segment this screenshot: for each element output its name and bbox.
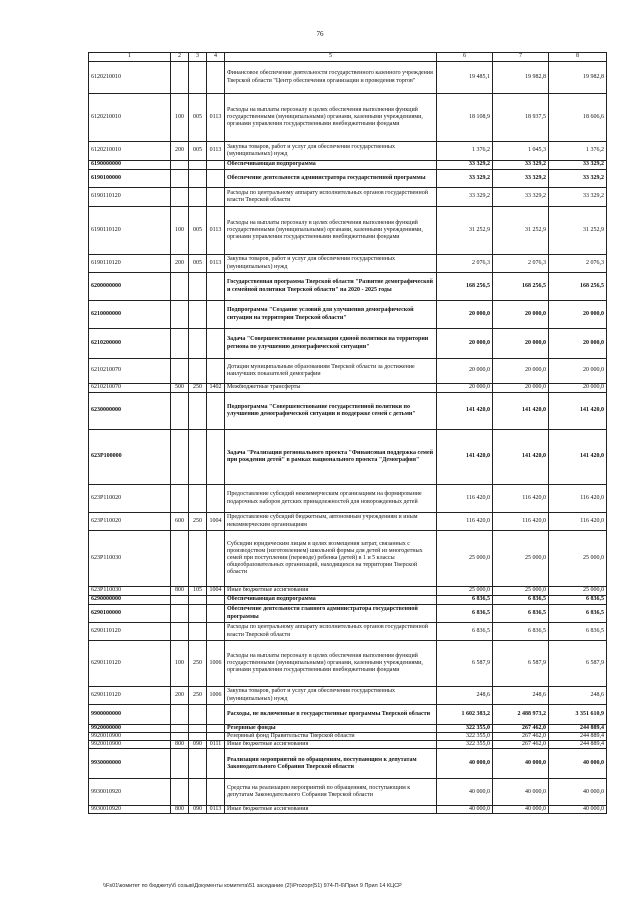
description-cell: Расходы по центральному аппарату исполнительных органов государственной власти Тверской области	[225, 188, 437, 207]
kcsr-code-cell: 6210210070	[89, 384, 171, 393]
admin-code-cell	[189, 393, 207, 430]
section-code-cell	[207, 623, 225, 641]
amount-year1-cell: 20 000,0	[437, 359, 493, 384]
kcsr-code-cell: 623Р110020	[89, 513, 171, 531]
admin-code-cell	[189, 733, 207, 741]
amount-year2-cell: 40 000,0	[493, 806, 549, 814]
kcsr-code-cell: 6290110120	[89, 623, 171, 641]
description-cell: Иные бюджетные ассигнования	[225, 741, 437, 749]
table-row	[89, 485, 607, 513]
amount-year2-cell: 33 329,2	[493, 188, 549, 207]
description-cell: Расходы, не включенные в государственные программы Тверской области	[225, 705, 437, 725]
table-row	[89, 255, 607, 273]
kcsr-code-cell: 6290110120	[89, 641, 171, 687]
amount-year3-cell: 244 889,4	[549, 741, 607, 749]
description-cell: Резервные фонды	[225, 725, 437, 733]
kvr-cell: 100	[171, 641, 189, 687]
amount-year2-cell: 25 000,0	[493, 531, 549, 587]
description-cell: Подпрограмма "Совершенствование государственной политики по улучшению демографической ситуации и поддержке семей с детьми"	[225, 393, 437, 430]
description-cell: Задача "Совершенствование реализации единой политики на территории региона по улучшению демографической ситуации"	[225, 329, 437, 359]
amount-year2-cell: 1 045,3	[493, 142, 549, 161]
kvr-cell	[171, 531, 189, 587]
table-row	[89, 587, 607, 596]
amount-year3-cell: 141 420,0	[549, 393, 607, 430]
section-code-cell	[207, 705, 225, 725]
section-code-cell	[207, 329, 225, 359]
admin-code-cell	[189, 779, 207, 806]
amount-year2-cell: 20 000,0	[493, 301, 549, 329]
amount-year2-cell: 248,6	[493, 687, 549, 705]
kcsr-code-cell: 6210000000	[89, 301, 171, 329]
section-code-cell	[207, 301, 225, 329]
admin-code-cell	[189, 301, 207, 329]
description-cell: Расходы на выплаты персоналу в целях обеспечения выполнения функций государственными (муниципальными) органами, казенными учреждениями, органами управления государственными внебюджетными фондами	[225, 94, 437, 142]
section-code-cell	[207, 531, 225, 587]
amount-year1-cell: 322 355,0	[437, 733, 493, 741]
kcsr-code-cell: 6190110120	[89, 188, 171, 207]
table-row	[89, 273, 607, 301]
table-row	[89, 301, 607, 329]
kvr-cell	[171, 749, 189, 779]
kvr-cell	[171, 705, 189, 725]
amount-year2-cell: 19 982,8	[493, 62, 549, 94]
amount-year2-cell: 6 836,5	[493, 596, 549, 605]
admin-code-cell	[189, 605, 207, 623]
admin-code-cell: 005	[189, 94, 207, 142]
admin-code-cell	[189, 531, 207, 587]
amount-year1-cell: 6 587,9	[437, 641, 493, 687]
section-code-cell	[207, 430, 225, 485]
description-cell: Расходы по центральному аппарату исполнительных органов государственной власти Тверской области	[225, 623, 437, 641]
amount-year2-cell: 2 488 973,2	[493, 705, 549, 725]
amount-year2-cell: 18 937,5	[493, 94, 549, 142]
section-code-cell: 0113	[207, 94, 225, 142]
header-cell: 1	[89, 53, 171, 62]
kvr-cell: 800	[171, 741, 189, 749]
admin-code-cell: 250	[189, 384, 207, 393]
amount-year1-cell: 18 108,9	[437, 94, 493, 142]
kcsr-code-cell: 6210200000	[89, 329, 171, 359]
table-row	[89, 623, 607, 641]
kvr-cell	[171, 188, 189, 207]
kvr-cell	[171, 62, 189, 94]
table-header-row	[89, 53, 607, 62]
amount-year2-cell: 25 000,0	[493, 587, 549, 596]
description-cell: Иные бюджетные ассигнования	[225, 806, 437, 814]
header-cell: 5	[225, 53, 437, 62]
amount-year3-cell: 244 889,4	[549, 725, 607, 733]
amount-year2-cell: 267 462,0	[493, 725, 549, 733]
kcsr-code-cell: 623Р110030	[89, 531, 171, 587]
section-code-cell: 0113	[207, 255, 225, 273]
table-row	[89, 725, 607, 733]
section-code-cell	[207, 161, 225, 170]
admin-code-cell: 250	[189, 513, 207, 531]
table-row	[89, 749, 607, 779]
description-cell: Обеспечивающая подпрограмма	[225, 161, 437, 170]
kcsr-code-cell: 9920000000	[89, 725, 171, 733]
kvr-cell	[171, 485, 189, 513]
kvr-cell: 200	[171, 255, 189, 273]
amount-year3-cell: 40 000,0	[549, 806, 607, 814]
kcsr-code-cell: 6190110120	[89, 207, 171, 255]
description-cell: Обеспечение деятельности главного администратора государственной программы	[225, 605, 437, 623]
amount-year1-cell: 1 376,2	[437, 142, 493, 161]
kcsr-code-cell: 623Р110020	[89, 485, 171, 513]
budget-table	[88, 52, 607, 814]
description-cell: Средства на реализацию мероприятий по обращениям, поступающим к депутатам Законодательного Собрания Тверской области	[225, 779, 437, 806]
kcsr-code-cell: 6120210010	[89, 94, 171, 142]
description-cell: Предоставление субсидий бюджетным, автономным учреждениям и иным некоммерческим организациям	[225, 513, 437, 531]
table-row	[89, 741, 607, 749]
table-row	[89, 359, 607, 384]
amount-year1-cell: 40 000,0	[437, 806, 493, 814]
admin-code-cell	[189, 705, 207, 725]
amount-year1-cell: 19 485,1	[437, 62, 493, 94]
section-code-cell	[207, 359, 225, 384]
amount-year3-cell: 6 587,9	[549, 641, 607, 687]
amount-year1-cell: 322 355,0	[437, 725, 493, 733]
amount-year3-cell: 20 000,0	[549, 359, 607, 384]
section-code-cell	[207, 725, 225, 733]
kvr-cell	[171, 430, 189, 485]
section-code-cell	[207, 733, 225, 741]
kcsr-code-cell: 6230000000	[89, 393, 171, 430]
amount-year3-cell: 20 000,0	[549, 329, 607, 359]
amount-year2-cell: 141 420,0	[493, 430, 549, 485]
admin-code-cell	[189, 596, 207, 605]
amount-year3-cell: 6 836,5	[549, 623, 607, 641]
section-code-cell	[207, 485, 225, 513]
section-code-cell	[207, 393, 225, 430]
amount-year1-cell: 116 420,0	[437, 513, 493, 531]
admin-code-cell	[189, 359, 207, 384]
admin-code-cell: 250	[189, 641, 207, 687]
amount-year2-cell: 116 420,0	[493, 485, 549, 513]
section-code-cell: 0113	[207, 806, 225, 814]
admin-code-cell	[189, 430, 207, 485]
amount-year1-cell: 33 329,2	[437, 170, 493, 188]
section-code-cell	[207, 596, 225, 605]
admin-code-cell	[189, 329, 207, 359]
kvr-cell	[171, 596, 189, 605]
amount-year1-cell: 33 329,2	[437, 188, 493, 207]
kcsr-code-cell: 6120210010	[89, 62, 171, 94]
amount-year3-cell: 20 000,0	[549, 301, 607, 329]
admin-code-cell	[189, 188, 207, 207]
kcsr-code-cell: 6190110120	[89, 255, 171, 273]
kcsr-code-cell: 623Р110030	[89, 587, 171, 596]
admin-code-cell	[189, 749, 207, 779]
amount-year2-cell: 6 836,5	[493, 605, 549, 623]
amount-year3-cell: 2 076,3	[549, 255, 607, 273]
amount-year3-cell: 33 329,2	[549, 161, 607, 170]
amount-year2-cell: 141 420,0	[493, 393, 549, 430]
admin-code-cell: 005	[189, 207, 207, 255]
kvr-cell	[171, 733, 189, 741]
amount-year1-cell: 31 252,9	[437, 207, 493, 255]
amount-year3-cell: 40 000,0	[549, 779, 607, 806]
table-row	[89, 62, 607, 94]
amount-year1-cell: 6 836,5	[437, 605, 493, 623]
table-row	[89, 329, 607, 359]
kvr-cell: 800	[171, 806, 189, 814]
table-row	[89, 733, 607, 741]
amount-year2-cell: 116 420,0	[493, 513, 549, 531]
kcsr-code-cell: 9900000000	[89, 705, 171, 725]
admin-code-cell: 250	[189, 687, 207, 705]
kcsr-code-cell: 9930000000	[89, 749, 171, 779]
kcsr-code-cell: 9920010900	[89, 733, 171, 741]
admin-code-cell	[189, 485, 207, 513]
amount-year2-cell: 168 256,5	[493, 273, 549, 301]
admin-code-cell	[189, 623, 207, 641]
amount-year1-cell: 1 602 383,2	[437, 705, 493, 725]
description-cell: Предоставление субсидий некоммерческим организациям на формирование подарочных наборов детских принадлежностей для новорожденных детей	[225, 485, 437, 513]
kvr-cell	[171, 273, 189, 301]
table-row	[89, 170, 607, 188]
kvr-cell: 200	[171, 142, 189, 161]
admin-code-cell	[189, 161, 207, 170]
table-row	[89, 779, 607, 806]
admin-code-cell: 090	[189, 806, 207, 814]
amount-year1-cell: 141 420,0	[437, 393, 493, 430]
table-row	[89, 605, 607, 623]
table-row	[89, 142, 607, 161]
amount-year3-cell: 3 351 610,9	[549, 705, 607, 725]
kvr-cell: 800	[171, 587, 189, 596]
description-cell: Резервный фонд Правительства Тверской области	[225, 733, 437, 741]
kvr-cell: 100	[171, 94, 189, 142]
section-code-cell: 1004	[207, 513, 225, 531]
amount-year3-cell: 168 256,5	[549, 273, 607, 301]
admin-code-cell: 090	[189, 741, 207, 749]
section-code-cell	[207, 779, 225, 806]
table-row	[89, 161, 607, 170]
table-row	[89, 531, 607, 587]
description-cell: Подпрограмма "Создание условий для улучшения демографической ситуации на территории Тверской области"	[225, 301, 437, 329]
amount-year3-cell: 33 329,2	[549, 170, 607, 188]
kvr-cell	[171, 725, 189, 733]
header-cell: 6	[437, 53, 493, 62]
amount-year3-cell: 33 329,2	[549, 188, 607, 207]
kvr-cell	[171, 161, 189, 170]
amount-year2-cell: 6 836,5	[493, 623, 549, 641]
amount-year1-cell: 25 000,0	[437, 587, 493, 596]
kvr-cell	[171, 779, 189, 806]
table-row	[89, 806, 607, 814]
table-row	[89, 596, 607, 605]
kcsr-code-cell: 6290110120	[89, 687, 171, 705]
kcsr-code-cell: 623Р100000	[89, 430, 171, 485]
amount-year3-cell: 244 889,4	[549, 733, 607, 741]
kvr-cell	[171, 605, 189, 623]
section-code-cell	[207, 62, 225, 94]
kcsr-code-cell: 6200000000	[89, 273, 171, 301]
description-cell: Задача "Реализация регионального проекта "Финансовая поддержка семей при рождении детей" в рамках национального проекта "Демография"	[225, 430, 437, 485]
amount-year3-cell: 18 606,6	[549, 94, 607, 142]
section-code-cell: 1402	[207, 384, 225, 393]
admin-code-cell	[189, 170, 207, 188]
admin-code-cell: 005	[189, 255, 207, 273]
description-cell: Закупка товаров, работ и услуг для обеспечения государственных (муниципальных) нужд	[225, 687, 437, 705]
page-number: 76	[316, 30, 324, 38]
kvr-cell: 600	[171, 513, 189, 531]
kvr-cell	[171, 329, 189, 359]
table-row	[89, 188, 607, 207]
amount-year2-cell: 33 329,2	[493, 161, 549, 170]
kvr-cell: 500	[171, 384, 189, 393]
header-cell: 3	[189, 53, 207, 62]
amount-year3-cell: 6 836,5	[549, 605, 607, 623]
file-path-footer: \\Fs01\комитет по бюджету\б созыв\Документы комитета\51 заседание (2)\Prozopr(51) 974-П-6\Прил 9 Прил 14 КЦСР	[103, 883, 402, 889]
kcsr-code-cell: 9920010900	[89, 741, 171, 749]
description-cell: Иные бюджетные ассигнования	[225, 587, 437, 596]
description-cell: Субсидии юридическим лицам в целях возмещения затрат, связанных с производством (изготовлением) школьной формы для детей из многодетных семей при поступлении (переводе) ребенка (детей) в 1 и 5 классы общеобразовательных организаций, находящихся на территории Тверской области	[225, 531, 437, 587]
description-cell: Расходы на выплаты персоналу в целях обеспечения выполнения функций государственными (муниципальными) органами, казенными учреждениями, органами управления государственными внебюджетными фондами	[225, 641, 437, 687]
amount-year2-cell: 20 000,0	[493, 384, 549, 393]
amount-year3-cell: 248,6	[549, 687, 607, 705]
table-row	[89, 513, 607, 531]
amount-year1-cell: 2 076,3	[437, 255, 493, 273]
amount-year3-cell: 116 420,0	[549, 485, 607, 513]
description-cell: Государственная программа Тверской области "Развитие демографической и семейной политики Тверской области" на 2020 - 2025 годы	[225, 273, 437, 301]
amount-year2-cell: 267 462,0	[493, 741, 549, 749]
kcsr-code-cell: 6290100000	[89, 605, 171, 623]
amount-year1-cell: 248,6	[437, 687, 493, 705]
amount-year3-cell: 40 000,0	[549, 749, 607, 779]
amount-year2-cell: 20 000,0	[493, 359, 549, 384]
amount-year2-cell: 40 000,0	[493, 779, 549, 806]
kcsr-code-cell: 6190100000	[89, 170, 171, 188]
kcsr-code-cell: 6290000000	[89, 596, 171, 605]
admin-code-cell	[189, 273, 207, 301]
table-row	[89, 687, 607, 705]
admin-code-cell: 105	[189, 587, 207, 596]
kcsr-code-cell: 6120210010	[89, 142, 171, 161]
amount-year2-cell: 267 462,0	[493, 733, 549, 741]
amount-year3-cell: 20 000,0	[549, 384, 607, 393]
kvr-cell: 100	[171, 207, 189, 255]
section-code-cell	[207, 273, 225, 301]
amount-year3-cell: 31 252,9	[549, 207, 607, 255]
amount-year3-cell: 1 376,2	[549, 142, 607, 161]
section-code-cell: 1006	[207, 641, 225, 687]
table-row	[89, 207, 607, 255]
amount-year1-cell: 141 420,0	[437, 430, 493, 485]
description-cell: Реализация мероприятий по обращениям, поступающим к депутатам Законодательного Собрания Тверской области	[225, 749, 437, 779]
amount-year1-cell: 6 836,5	[437, 596, 493, 605]
amount-year1-cell: 168 256,5	[437, 273, 493, 301]
description-cell: Расходы на выплаты персоналу в целях обеспечения выполнения функций государственными (муниципальными) органами, казенными учреждениями, органами управления государственными внебюджетными фондами	[225, 207, 437, 255]
amount-year3-cell: 19 982,8	[549, 62, 607, 94]
section-code-cell	[207, 749, 225, 779]
description-cell: Финансовое обеспечение деятельности государственного казенного учреждения Тверской области "Центр обеспечения организации и проведения торгов"	[225, 62, 437, 94]
kcsr-code-cell: 6190000000	[89, 161, 171, 170]
amount-year1-cell: 40 000,0	[437, 749, 493, 779]
amount-year1-cell: 40 000,0	[437, 779, 493, 806]
amount-year3-cell: 25 000,0	[549, 587, 607, 596]
amount-year2-cell: 6 587,9	[493, 641, 549, 687]
admin-code-cell	[189, 725, 207, 733]
description-cell: Обеспечивающая подпрограмма	[225, 596, 437, 605]
section-code-cell	[207, 188, 225, 207]
kvr-cell: 200	[171, 687, 189, 705]
section-code-cell: 1004	[207, 587, 225, 596]
header-cell: 4	[207, 53, 225, 62]
header-cell: 7	[493, 53, 549, 62]
admin-code-cell: 005	[189, 142, 207, 161]
section-code-cell	[207, 605, 225, 623]
header-cell: 8	[549, 53, 607, 62]
header-cell: 2	[171, 53, 189, 62]
table-row	[89, 641, 607, 687]
amount-year2-cell: 31 252,9	[493, 207, 549, 255]
amount-year2-cell: 40 000,0	[493, 749, 549, 779]
description-cell: Дотации муниципальным образованиям Тверской области за достижение наилучших показателей демографии	[225, 359, 437, 384]
kcsr-code-cell: 6210210070	[89, 359, 171, 384]
table-row	[89, 430, 607, 485]
amount-year1-cell: 6 836,5	[437, 623, 493, 641]
amount-year2-cell: 20 000,0	[493, 329, 549, 359]
table-row	[89, 705, 607, 725]
kvr-cell	[171, 301, 189, 329]
amount-year1-cell: 20 000,0	[437, 301, 493, 329]
table-row	[89, 393, 607, 430]
kvr-cell	[171, 623, 189, 641]
amount-year2-cell: 33 329,2	[493, 170, 549, 188]
amount-year3-cell: 25 000,0	[549, 531, 607, 587]
section-code-cell: 1006	[207, 687, 225, 705]
description-cell: Закупка товаров, работ и услуг для обеспечения государственных (муниципальных) нужд	[225, 142, 437, 161]
section-code-cell: 0113	[207, 142, 225, 161]
amount-year1-cell: 25 000,0	[437, 531, 493, 587]
section-code-cell: 0111	[207, 741, 225, 749]
description-cell: Межбюджетные трансферты	[225, 384, 437, 393]
amount-year1-cell: 20 000,0	[437, 384, 493, 393]
amount-year1-cell: 116 420,0	[437, 485, 493, 513]
table-row	[89, 94, 607, 142]
amount-year3-cell: 141 420,0	[549, 430, 607, 485]
amount-year1-cell: 20 000,0	[437, 329, 493, 359]
kcsr-code-cell: 9930010920	[89, 806, 171, 814]
section-code-cell	[207, 170, 225, 188]
amount-year3-cell: 6 836,5	[549, 596, 607, 605]
table-row	[89, 384, 607, 393]
amount-year3-cell: 116 420,0	[549, 513, 607, 531]
description-cell: Обеспечение деятельности администратора государственной программы	[225, 170, 437, 188]
amount-year1-cell: 322 355,0	[437, 741, 493, 749]
kvr-cell	[171, 359, 189, 384]
description-cell: Закупка товаров, работ и услуг для обеспечения государственных (муниципальных) нужд	[225, 255, 437, 273]
kvr-cell	[171, 170, 189, 188]
kcsr-code-cell: 9930010920	[89, 779, 171, 806]
amount-year2-cell: 2 076,3	[493, 255, 549, 273]
amount-year1-cell: 33 329,2	[437, 161, 493, 170]
admin-code-cell	[189, 62, 207, 94]
section-code-cell: 0113	[207, 207, 225, 255]
kvr-cell	[171, 393, 189, 430]
